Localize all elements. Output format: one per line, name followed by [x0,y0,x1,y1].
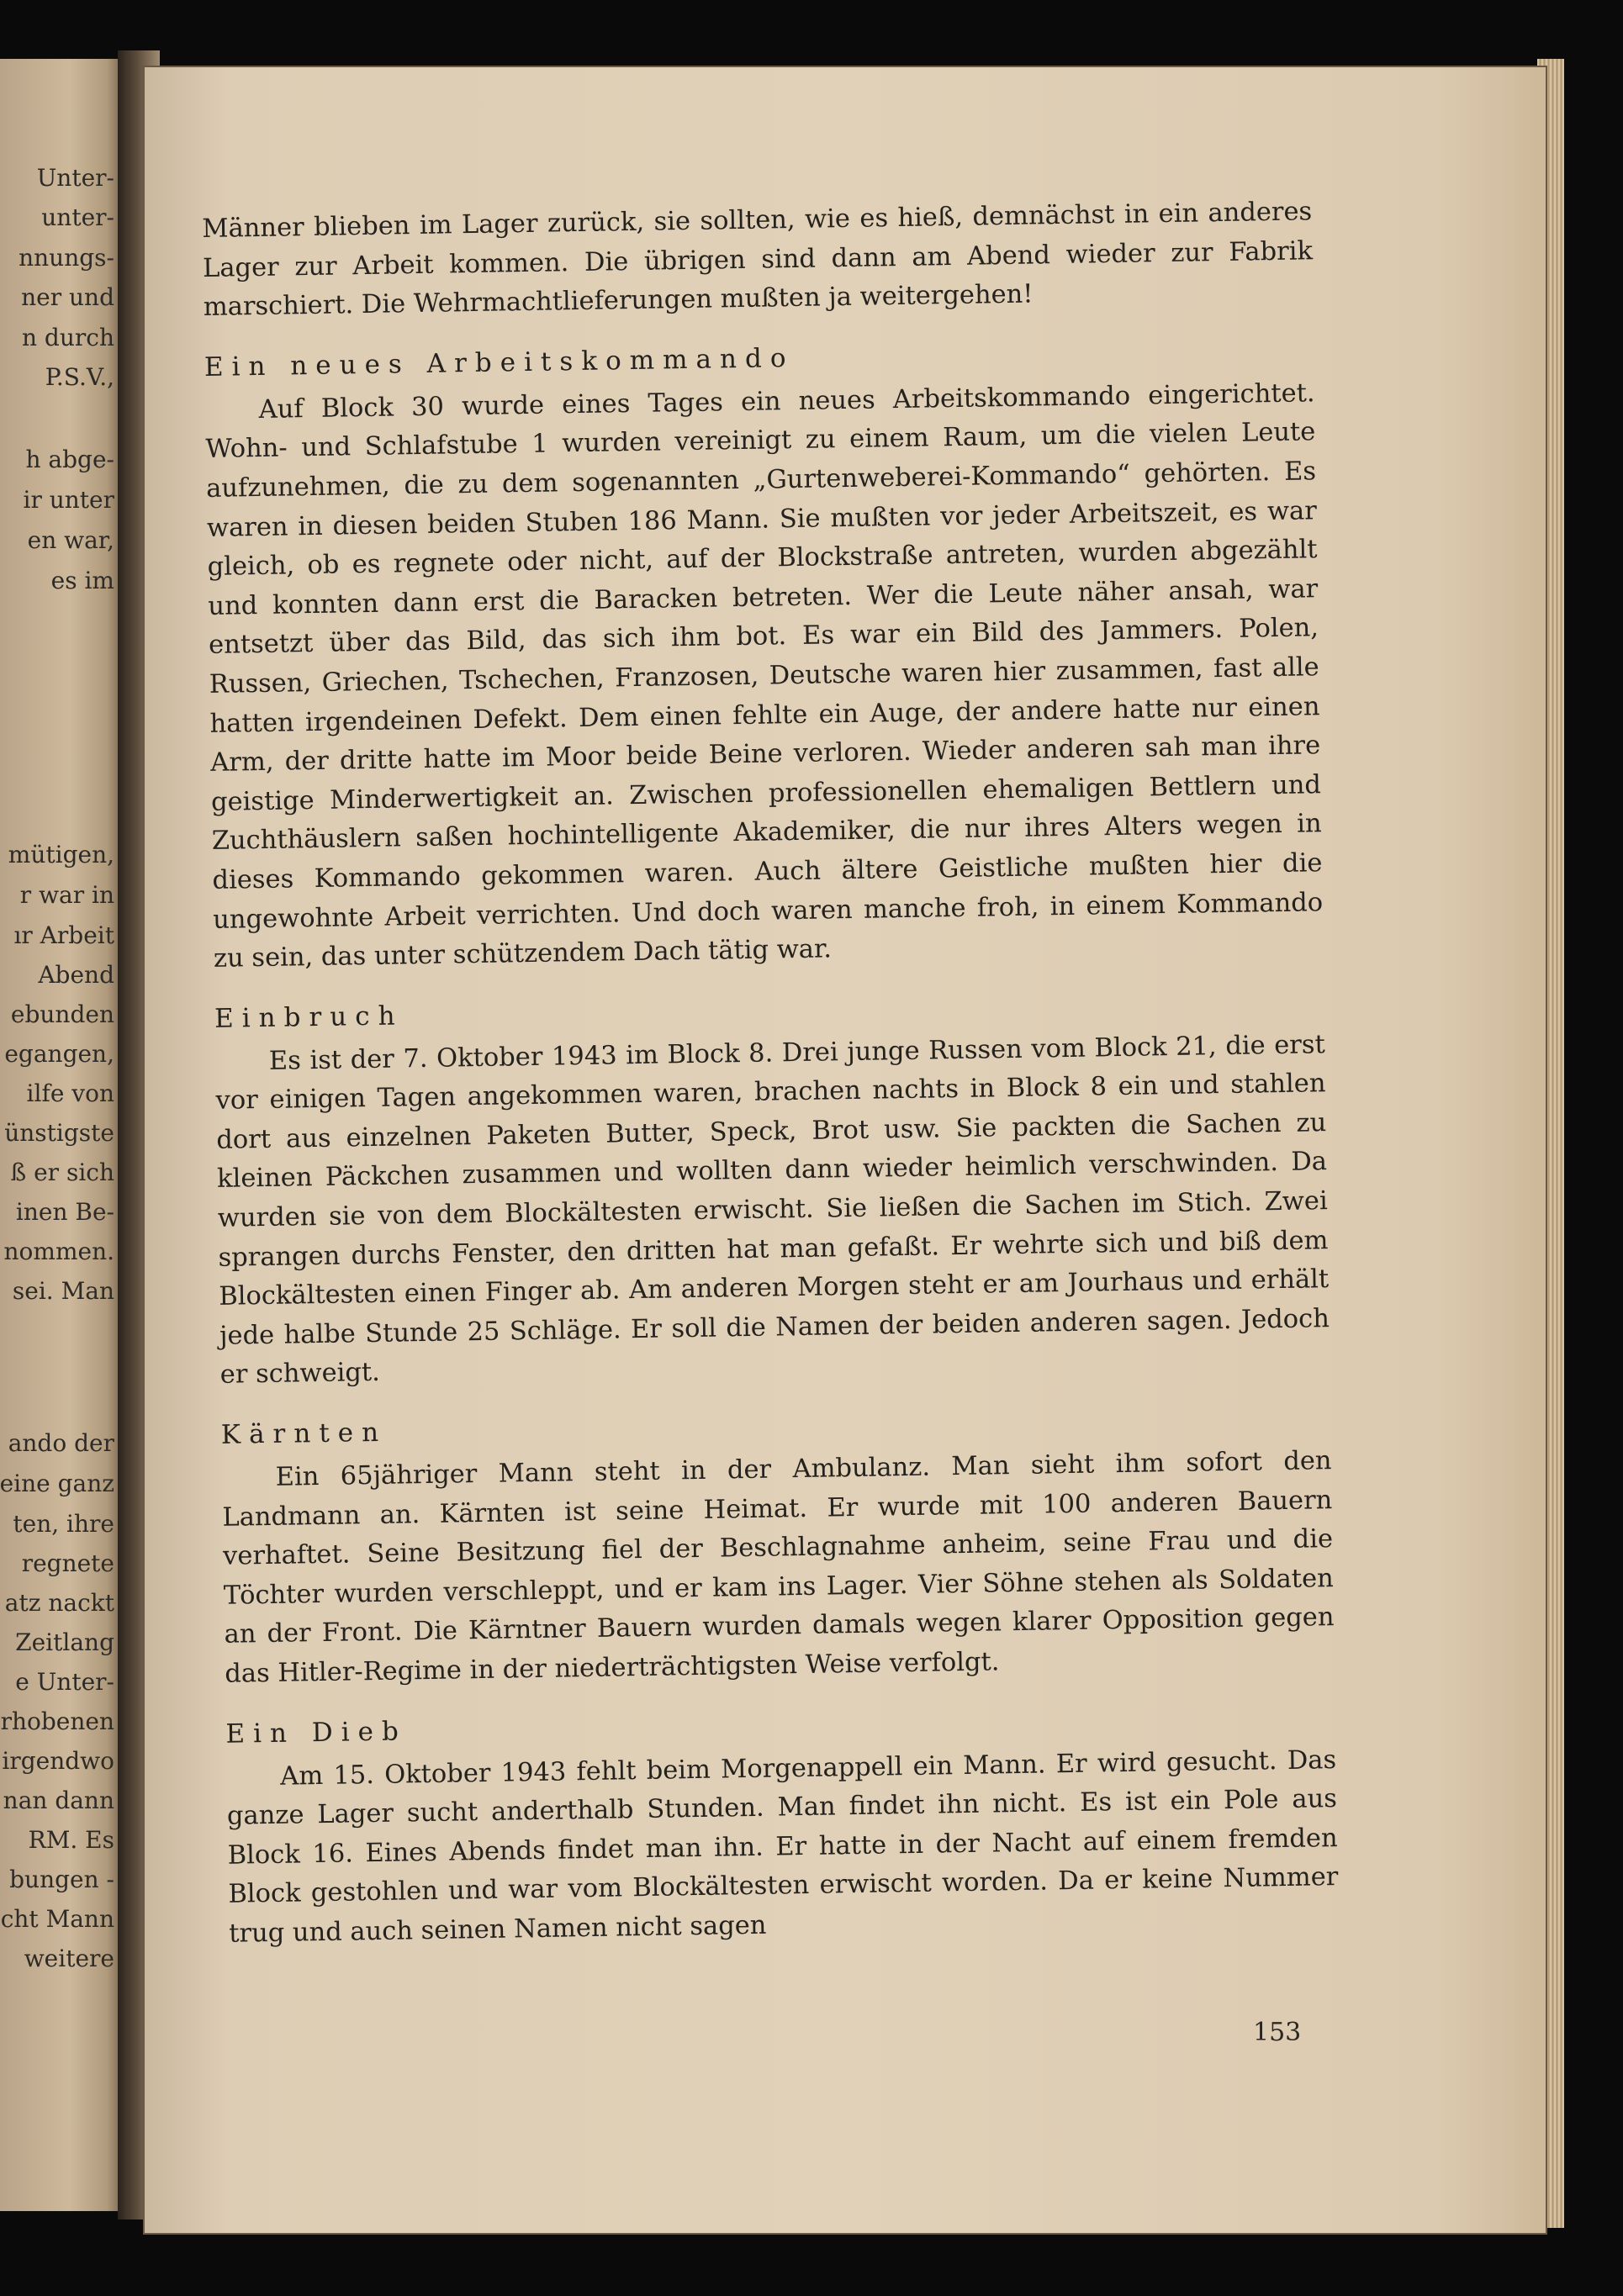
section-heading: Kärnten [220,1417,388,1450]
left-page-fragment: egangen, [4,1040,114,1068]
section-text: Auf Block 30 wurde eines Tages ein neues Arbeitskommando eingerichtet. Wohn- und Schlafstube 1 wurden vereinigt zu einem Raum, um die vielen Leute aufzunehmen, die zu dem sogenannten „Gurtenweberei-Kommando“ gehörten. Es waren in diesen beiden Stuben 186 Mann. Sie mußten vor jeder Arbeitszeit, es war gleich, ob es regnete oder nicht, auf der Blockstraße antreten, wurden abgezählt und konnten dann erst die Baracken betreten. Wer die Leute näher ansah, war entsetzt über das Bild, das sich ihm bot. Es war ein Bild des Jammers. Polen, Russen, Griechen, Tschechen, Franzosen, Deutsche waren hier zusammen, fast alle hatten irgendeinen Defekt. Dem einen fehlte ein Auge, der andere hatte nur einen Arm, der dritte hatte im Moor beide Beine verloren. Wieder anderen sah man ihre geistige Minderwertigkeit an. Zwischen professionellen ehemaligen Bettlern und Zuchthäuslern saßen hochintelligente Akademiker, die nur ihres Alters wegen in dieses Kommando gekommen waren. Auch ältere Geistliche mußten hier die ungewohnte Arbeit verrichten. Und doch waren manche froh, in einem Kommando zu sein, das unter schützendem Dach tätig war. [205,378,1324,974]
left-page-fragment: ır Arbeit [13,921,114,949]
section-text: Ein 65jähriger Mann steht in der Ambulanz. Man sieht ihm sofort den Landmann an. Kärnten ist seine Heimat. Er wurde mit 100 anderen Bauern verhaftet. Seine Besitzung fiel der Beschlagnahme anheim, seine Frau und die Töchter wurden verschleppt, und er kam ins Lager. Vier Söhne stehen als Soldaten an der Front. Die Kärntner Bauern wurden damals wegen klarer Opposition gegen das Hitler-Regime in der niederträchtigsten Weise verfolgt. [222,1446,1335,1689]
section-kaernten [221,1398,1335,1694]
left-page-fragment: regnete [21,1549,114,1577]
left-page-fragment: rhobenen [0,1707,114,1735]
section-heading: Ein Dieb [225,1715,408,1750]
left-page-fragment: ner und [21,283,114,311]
section-heading: Einbruch [214,1000,404,1034]
left-page-fragment: e Unter- [15,1668,114,1696]
section-ein-dieb [225,1697,1339,1955]
left-page-fragment: ünstigste [4,1119,114,1147]
left-page-fragment: nan dann [3,1787,114,1814]
left-page-fragment: weitere [24,1945,114,1972]
section-text: Am 15. Oktober 1943 fehlt beim Morgenappell ein Mann. Er wird gesucht. Das ganze Lager sucht anderthalb Stunden. Man findet ihn nicht. Es ist ein Pole aus Block 16. Eines Abends findet man ihn. Er hatte in der Nacht auf einem fremden Block gestohlen und war vom Blockältesten erwischt worden. Da er keine Nummer trug und auch seinen Namen nicht sagen [226,1744,1339,1949]
left-page-fragment: eine ganz [0,1470,114,1497]
left-page-fragment: n durch [22,324,114,351]
left-page-fragment: ilfe von [26,1079,114,1107]
left-page-fragment: en war, [27,526,114,554]
previous-page [0,59,126,2211]
left-page-fragment: Abend [38,961,114,989]
section-text: Es ist der 7. Oktober 1943 im Block 8. Drei junge Russen vom Block 21, die erst vor einigen Tagen angekommen waren, brachen nachts in Block 8 ein und stahlen dort aus einzelnen Paketen Butter, Speck, Brot usw. Sie packten die Sachen zu kleinen Päckchen zusammen und wollten dann wieder heimlich verschwinden. Da wurden sie von dem Blockältesten erwischt. Sie ließen die Sachen im Stich. Zwei sprangen durchs Fenster, den dritten hat man gefaßt. Er wehrte sich und biß dem Blockältesten einen Finger ab. Am anderen Morgen steht er am Jourhaus und erhält jede halbe Stunde 25 Schläge. Er soll die Namen der beiden anderen sagen. Jedoch er schweigt. [215,1029,1330,1391]
section-heading: Ein neues Arbeitskommando [204,342,795,383]
left-page-fragment: atz nackt [4,1589,114,1617]
left-page-fragment: Zeitlang [15,1628,114,1656]
intro-paragraph: Männer blieben im Lager zurück, sie sollten, wie es hieß, demnächst in ein anderes Lager zur Arbeit kommen. Die übrigen sind dann am Abend wieder zur Fabrik marschiert. Die Wehrmachtlieferungen mußten ja weitergehen! [202,197,1314,323]
left-page-fragment: ir unter [23,486,114,514]
left-page-fragment: h abge- [25,446,114,473]
page-number: 153 [1253,2018,1302,2047]
left-page-fragment: nnungs- [19,244,114,272]
left-page-fragment: unter- [41,203,114,231]
left-page-fragment: ten, ihre [13,1510,114,1538]
left-page-fragment: nommen. [3,1238,114,1265]
left-page-fragment: es im [50,567,114,594]
left-page-fragment: bungen - [9,1866,114,1893]
left-page-fragment: mütigen, [8,841,114,868]
left-page-fragment: r war in [19,881,114,909]
left-page-fragment: ß er sich [10,1159,114,1186]
left-page-fragment: sei. Man [12,1277,114,1305]
section-arbeitskommando [204,330,1324,979]
left-page-fragment: P.S.V., [45,363,114,391]
left-page-fragment: inen Be- [15,1198,114,1226]
left-page-fragment: RM. Es [28,1826,114,1854]
left-page-fragment: ando der [8,1429,114,1457]
left-page-fragment: cht Mann [0,1905,114,1933]
left-page-fragment: irgendwo [2,1747,114,1775]
page-content [202,193,1339,1954]
left-page-fragment: Unter- [36,164,114,192]
section-einbruch [214,982,1330,1396]
left-page-fragment: ebunden [10,1000,114,1028]
